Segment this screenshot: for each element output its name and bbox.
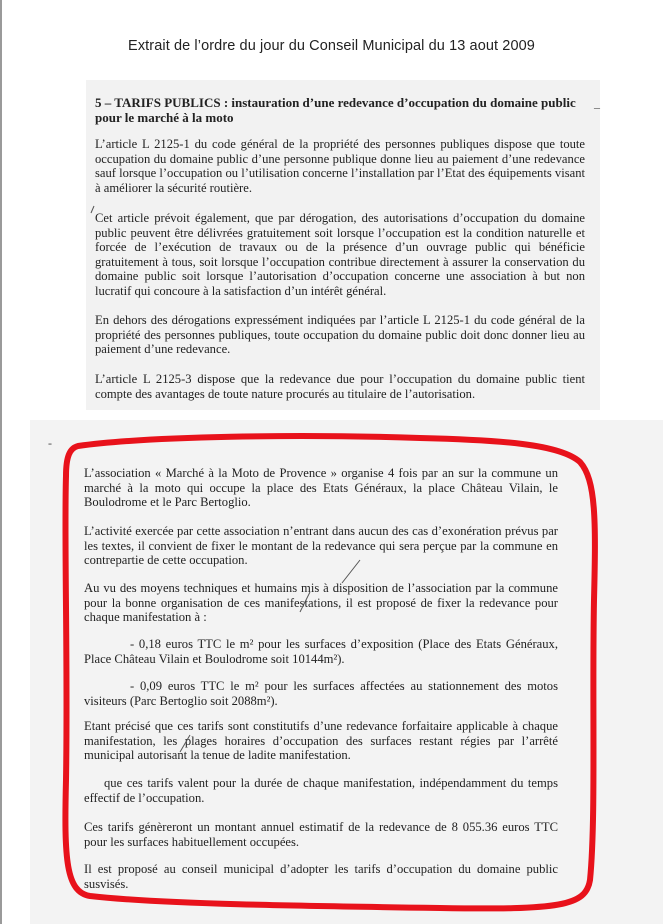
paragraph-association: L’association « Marché à la Moto de Provence » organise 4 fois par an sur la commune un marché à la moto qui occupe la place des Etats Généraux, la place Château Vilain, le Boulodrome et le Parc Bertoglio.: [84, 466, 558, 510]
paragraph-activite: L’activité exercée par cette association n’entrant dans aucun des cas d’exonération prévus par les textes, il convient de fixer le montant de la redevance qui sera perçue par la commune en contrepartie de cette occupation.: [84, 524, 558, 568]
paragraph-article-l2125-1: L’article L 2125-1 du code général de la propriété des personnes publiques dispose que toute occupation du domaine public d’une personne publique donne lieu au paiement d’une redevance sauf lorsque l’occupation ou l’utilisation concerne l’installation par l’Etat des équipements visant à améliorer la sécurité routière.: [95, 137, 585, 195]
page-header-title: Extrait de l’ordre du jour du Conseil Municipal du 13 aout 2009: [128, 38, 535, 54]
paragraph-montant-annuel: Ces tarifs génèreront un montant annuel estimatif de la redevance de 8 055.36 euros TTC pour les surfaces habituellement occupées.: [84, 820, 558, 849]
paragraph-proposition: Il est proposé au conseil municipal d’adopter les tarifs d’occupation du domaine public susvisés.: [84, 862, 558, 891]
tarif-exposition: - 0,18 euros TTC le m² pour les surfaces d’exposition (Place des Etats Généraux, Place Château Vilain et Boulodrome soit 10144m²).: [84, 637, 558, 666]
section-heading: 5 – TARIFS PUBLICS : instauration d’une redevance d’occupation du domaine public pour le marché à la moto: [95, 95, 576, 125]
paragraph-derogations-hors: En dehors des dérogations expressément indiquées par l’article L 2125-1 du code général de la propriété des personnes publiques, toute occupation du domaine public doit donc donner lieu au paiement d’une redevance.: [95, 313, 585, 357]
page-left-border: [0, 0, 2, 924]
paragraph-moyens: Au vu des moyens techniques et humains mis à disposition de l’association par la commune pour la bonne organisation de ces manifestations, il est proposé de fixer la redevance pour chaque manifestation à :: [84, 581, 558, 625]
paragraph-etant-precise: Etant précisé que ces tarifs sont constitutifs d’une redevance forfaitaire applicable à chaque manifestation, les plages horaires d’occupation des surfaces restant régies par l’arrêté municipal autorisant la tenue de ladite manifestation.: [84, 719, 558, 763]
paragraph-derogation: Cet article prévoit également, que par dérogation, des autorisations d’occupation du domaine public peuvent être délivrées gratuitement soit lorsque l’occupation est la condition naturelle et forcée de l’exécution de travaux ou de la présence d’un ouvrage public qui bénéficie gratuitement à tous, soit lorsque l’occupation contribue directement à assurer la conservation du domaine public soit lorsque l’autorisation d’occupation concerne une association à but non lucratif qui concoure à la satisfaction d’un intérêt général.: [95, 211, 585, 298]
paragraph-duree: que ces tarifs valent pour la durée de chaque manifestation, indépendamment du temps effectif de l’occupation.: [84, 776, 558, 805]
paragraph-article-l2125-3: L’article L 2125-3 dispose que la redevance due pour l’occupation du domaine public tient compte des avantages de toute nature procurés au titulaire de l’autorisation.: [95, 372, 585, 401]
tarif-stationnement: - 0,09 euros TTC le m² pour les surfaces affectées au stationnement des motos visiteurs (Parc Bertoglio soit 2088m²).: [84, 679, 558, 708]
scan-mark: –: [594, 100, 600, 114]
scan-mark: -: [48, 436, 52, 450]
